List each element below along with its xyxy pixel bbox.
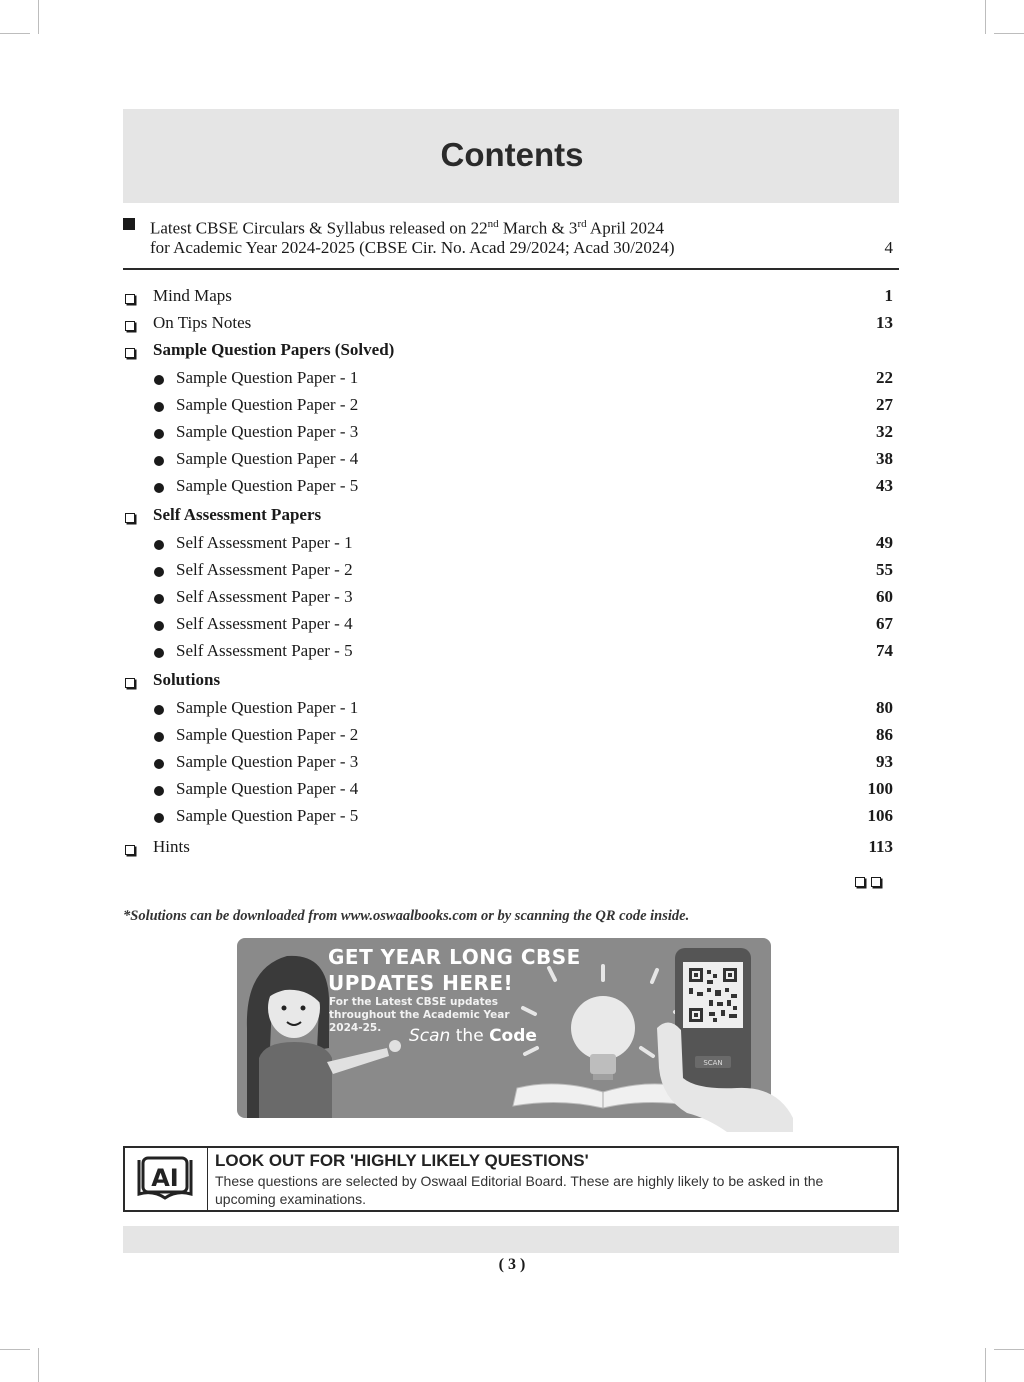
svg-text:AI: AI — [151, 1164, 179, 1192]
toc-label: Self Assessment Paper - 3 — [176, 587, 353, 606]
toc-page-number: 80 — [876, 698, 893, 717]
toc-entry — [123, 533, 899, 559]
toc-page-number: 74 — [876, 641, 893, 660]
toc-page-number: 43 — [876, 476, 893, 495]
toc-label: Mind Maps — [153, 286, 232, 305]
toc-label: Sample Question Papers (Solved) — [153, 340, 395, 359]
toc-page-number: 55 — [876, 560, 893, 579]
scan-the-code: Scan the Code — [409, 1026, 537, 1046]
phone-illustration — [675, 948, 751, 1096]
circular-page: 4 — [884, 238, 893, 257]
toc-entry — [123, 725, 899, 751]
toc-entry — [123, 422, 899, 448]
toc-label: Sample Question Paper - 3 — [176, 422, 359, 441]
round-bullet-icon — [154, 456, 164, 466]
crop-mark — [994, 33, 1024, 34]
crop-mark — [38, 1348, 39, 1382]
crop-mark — [985, 1348, 986, 1382]
toc-page-number: 93 — [876, 752, 893, 771]
square-bullet-icon — [125, 294, 135, 304]
square-bullet-icon — [125, 845, 135, 855]
toc-label: Self Assessment Paper - 4 — [176, 614, 353, 633]
toc-label: Sample Question Paper - 1 — [176, 698, 359, 717]
highly-likely-notice — [123, 1146, 899, 1212]
round-bullet-icon — [154, 594, 164, 604]
round-bullet-icon — [154, 732, 164, 742]
round-bullet-icon — [154, 705, 164, 715]
filled-square-bullet — [123, 218, 135, 230]
toc-label: Sample Question Paper - 3 — [176, 752, 359, 771]
ai-book-icon — [135, 1154, 195, 1204]
square-bullet-icon — [871, 877, 881, 887]
toc-section — [123, 286, 899, 312]
round-bullet-icon — [154, 648, 164, 658]
toc-label: Hints — [153, 837, 190, 856]
end-marks — [855, 877, 895, 891]
circular-line-1: Latest CBSE Circulars & Syllabus released on 22nd March & 3rd April 2024 — [150, 218, 665, 238]
toc-page-number: 38 — [876, 449, 893, 468]
footer-band — [123, 1226, 899, 1253]
square-bullet-icon — [855, 877, 865, 887]
updates-banner — [237, 938, 771, 1118]
toc-label: On Tips Notes — [153, 313, 252, 332]
toc-page-number: 27 — [876, 395, 893, 414]
toc-label: Sample Question Paper - 2 — [176, 395, 359, 414]
toc-section — [123, 670, 899, 696]
round-bullet-icon — [154, 429, 164, 439]
toc-section — [123, 313, 899, 339]
toc-label: Sample Question Paper - 4 — [176, 779, 359, 798]
divider — [123, 268, 899, 270]
crop-mark — [0, 1349, 30, 1350]
toc-label: Sample Question Paper - 4 — [176, 449, 359, 468]
toc-section — [123, 505, 899, 531]
crop-mark — [985, 0, 986, 34]
page-number: ( 3 ) — [498, 1256, 526, 1273]
toc-label: Self Assessment Paper - 2 — [176, 560, 353, 579]
round-bullet-icon — [154, 375, 164, 385]
toc-page-number: 13 — [876, 313, 893, 332]
square-bullet-icon — [125, 348, 135, 358]
round-bullet-icon — [154, 813, 164, 823]
toc-label: Sample Question Paper - 2 — [176, 725, 359, 744]
crop-mark — [0, 33, 30, 34]
toc-entry — [123, 587, 899, 613]
banner-heading: GET YEAR LONG CBSE UPDATES HERE! — [328, 945, 581, 995]
round-bullet-icon — [154, 483, 164, 493]
square-bullet-icon — [125, 513, 135, 523]
notice-title: LOOK OUT FOR 'HIGHLY LIKELY QUESTIONS' — [215, 1151, 589, 1170]
phone-scan-label: SCAN — [703, 1059, 723, 1067]
toc-entry — [123, 752, 899, 778]
round-bullet-icon — [154, 786, 164, 796]
toc-page-number: 113 — [868, 837, 893, 856]
toc-entry — [123, 476, 899, 502]
toc-page-number: 49 — [876, 533, 893, 552]
round-bullet-icon — [154, 567, 164, 577]
toc-label: Sample Question Paper - 5 — [176, 476, 359, 495]
toc-entry — [123, 449, 899, 475]
circular-entry — [123, 212, 899, 270]
toc-page-number: 100 — [867, 779, 893, 798]
toc-label: Solutions — [153, 670, 221, 689]
toc-page-number: 67 — [876, 614, 893, 633]
toc-page-number: 22 — [876, 368, 893, 387]
round-bullet-icon — [154, 621, 164, 631]
toc-entry — [123, 395, 899, 421]
toc-section — [123, 837, 899, 863]
footnote: *Solutions can be downloaded from www.oswaalbooks.com or by scanning the QR code inside. — [123, 908, 690, 924]
toc-section — [123, 340, 899, 366]
toc-page-number: 106 — [867, 806, 893, 825]
round-bullet-icon — [154, 759, 164, 769]
toc-entry — [123, 698, 899, 724]
toc-page-number: 32 — [876, 422, 893, 441]
toc-page-number: 60 — [876, 587, 893, 606]
round-bullet-icon — [154, 540, 164, 550]
round-bullet-icon — [154, 402, 164, 412]
banner-subtext: For the Latest CBSE updates throughout the Academic Year 2024-25. — [329, 996, 510, 1034]
toc-page-number: 1 — [884, 286, 893, 305]
page-title: Contents — [440, 136, 584, 173]
toc-label: Self Assessment Paper - 5 — [176, 641, 353, 660]
toc-entry — [123, 560, 899, 586]
notice-icon-cell — [125, 1148, 208, 1210]
square-bullet-icon — [125, 321, 135, 331]
toc-label: Self Assessment Papers — [153, 505, 322, 524]
notice-body: These questions are selected by Oswaal Editorial Board. These are highly likely to be asked in the upcoming examinations. — [215, 1173, 824, 1207]
circular-line-2: for Academic Year 2024-2025 (CBSE Cir. No. Acad 29/2024; Acad 30/2024) — [150, 238, 675, 257]
toc-label: Sample Question Paper - 1 — [176, 368, 359, 387]
toc-label: Sample Question Paper - 5 — [176, 806, 359, 825]
toc-entry — [123, 368, 899, 394]
lightbulb-icon — [571, 996, 635, 1080]
toc-label: Self Assessment Paper - 1 — [176, 533, 353, 552]
toc-entry — [123, 641, 899, 667]
crop-mark — [38, 0, 39, 34]
toc-entry — [123, 806, 899, 832]
toc-entry — [123, 614, 899, 640]
square-bullet-icon — [125, 678, 135, 688]
toc-page-number: 86 — [876, 725, 893, 744]
crop-mark — [994, 1349, 1024, 1350]
toc-entry — [123, 779, 899, 805]
